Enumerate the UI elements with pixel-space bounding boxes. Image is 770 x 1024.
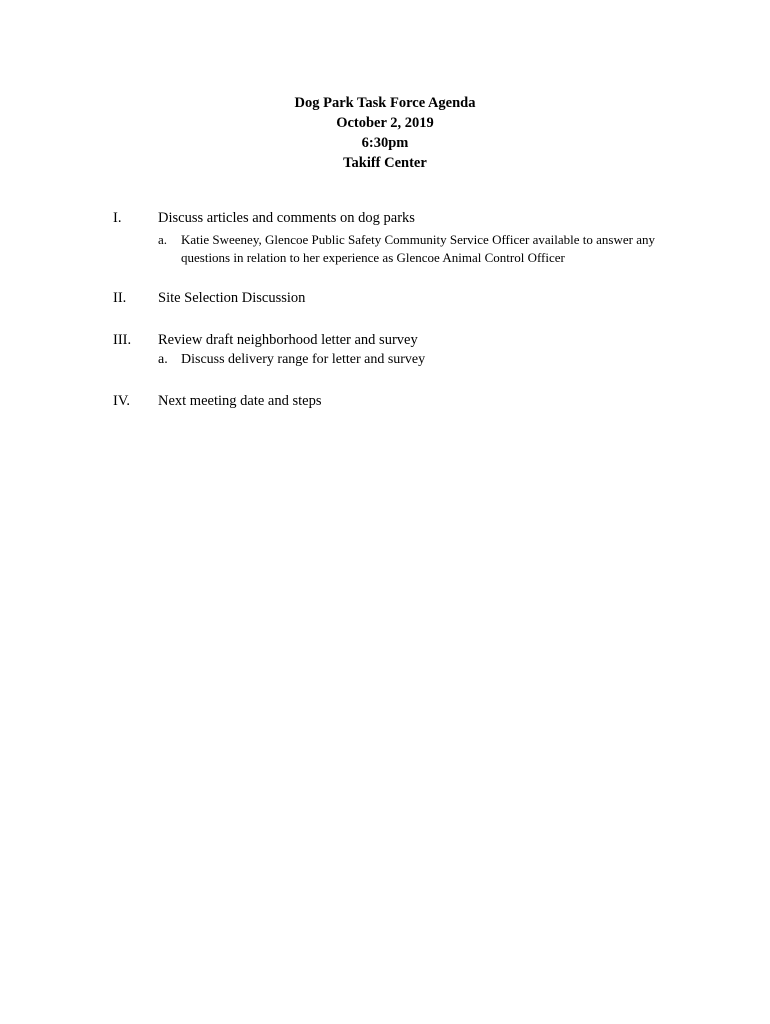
agenda-item-text: Review draft neighborhood letter and survey (158, 332, 418, 348)
meeting-time: 6:30pm (361, 135, 409, 151)
agenda-title: Dog Park Task Force Agenda (294, 95, 476, 111)
agenda-subitem-text: Discuss delivery range for letter and survey (181, 352, 426, 367)
agenda-item-text: Next meeting date and steps (158, 393, 322, 409)
agenda-item-numeral: IV. (113, 393, 131, 409)
agenda-item-text: Site Selection Discussion (158, 290, 306, 306)
agenda-item-numeral: III. (113, 332, 132, 348)
agenda-item-text: Discuss articles and comments on dog parks (158, 210, 415, 226)
meeting-location: Takiff Center (343, 155, 427, 171)
agenda-item-numeral: II. (113, 290, 127, 306)
meeting-date: October 2, 2019 (336, 115, 434, 131)
agenda-subitem-letter: a. (158, 232, 168, 247)
agenda-subitem-text: Katie Sweeney, Glencoe Public Safety Community Service Officer available to answer any questions in relation to her experience as Glencoe Animal Control Officer (181, 232, 655, 265)
agenda-header (0, 93, 770, 173)
agenda-item-numeral: I. (113, 210, 122, 226)
agenda-subitem-letter: a. (158, 352, 168, 367)
